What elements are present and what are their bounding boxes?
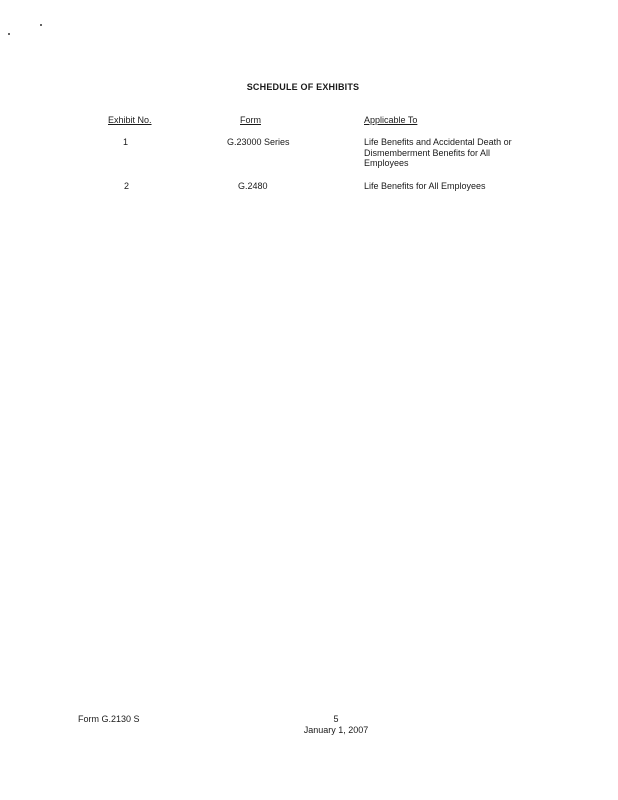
column-header-applicable-to: Applicable To bbox=[364, 115, 418, 125]
footer-date: January 1, 2007 bbox=[303, 725, 369, 735]
footer-form-id: Form G.2130 S bbox=[78, 714, 140, 724]
column-header-form: Form bbox=[240, 115, 261, 125]
footer-page-info bbox=[236, 714, 436, 736]
applicable-to-cell: Life Benefits and Accidental Death or Dismemberment Benefits for All Employees bbox=[364, 137, 512, 168]
form-cell: G.23000 Series bbox=[227, 137, 290, 147]
applicable-to-cell: Life Benefits for All Employees bbox=[364, 181, 486, 191]
form-cell: G.2480 bbox=[238, 181, 268, 191]
scan-speck bbox=[8, 33, 10, 35]
page-number: 5 bbox=[333, 714, 339, 724]
scan-speck bbox=[40, 24, 42, 26]
exhibit-number-cell: 1 bbox=[123, 137, 129, 147]
column-header-exhibit-no: Exhibit No. bbox=[108, 115, 152, 125]
exhibit-number-cell: 2 bbox=[124, 181, 130, 191]
page-title: SCHEDULE OF EXHIBITS bbox=[246, 82, 360, 92]
